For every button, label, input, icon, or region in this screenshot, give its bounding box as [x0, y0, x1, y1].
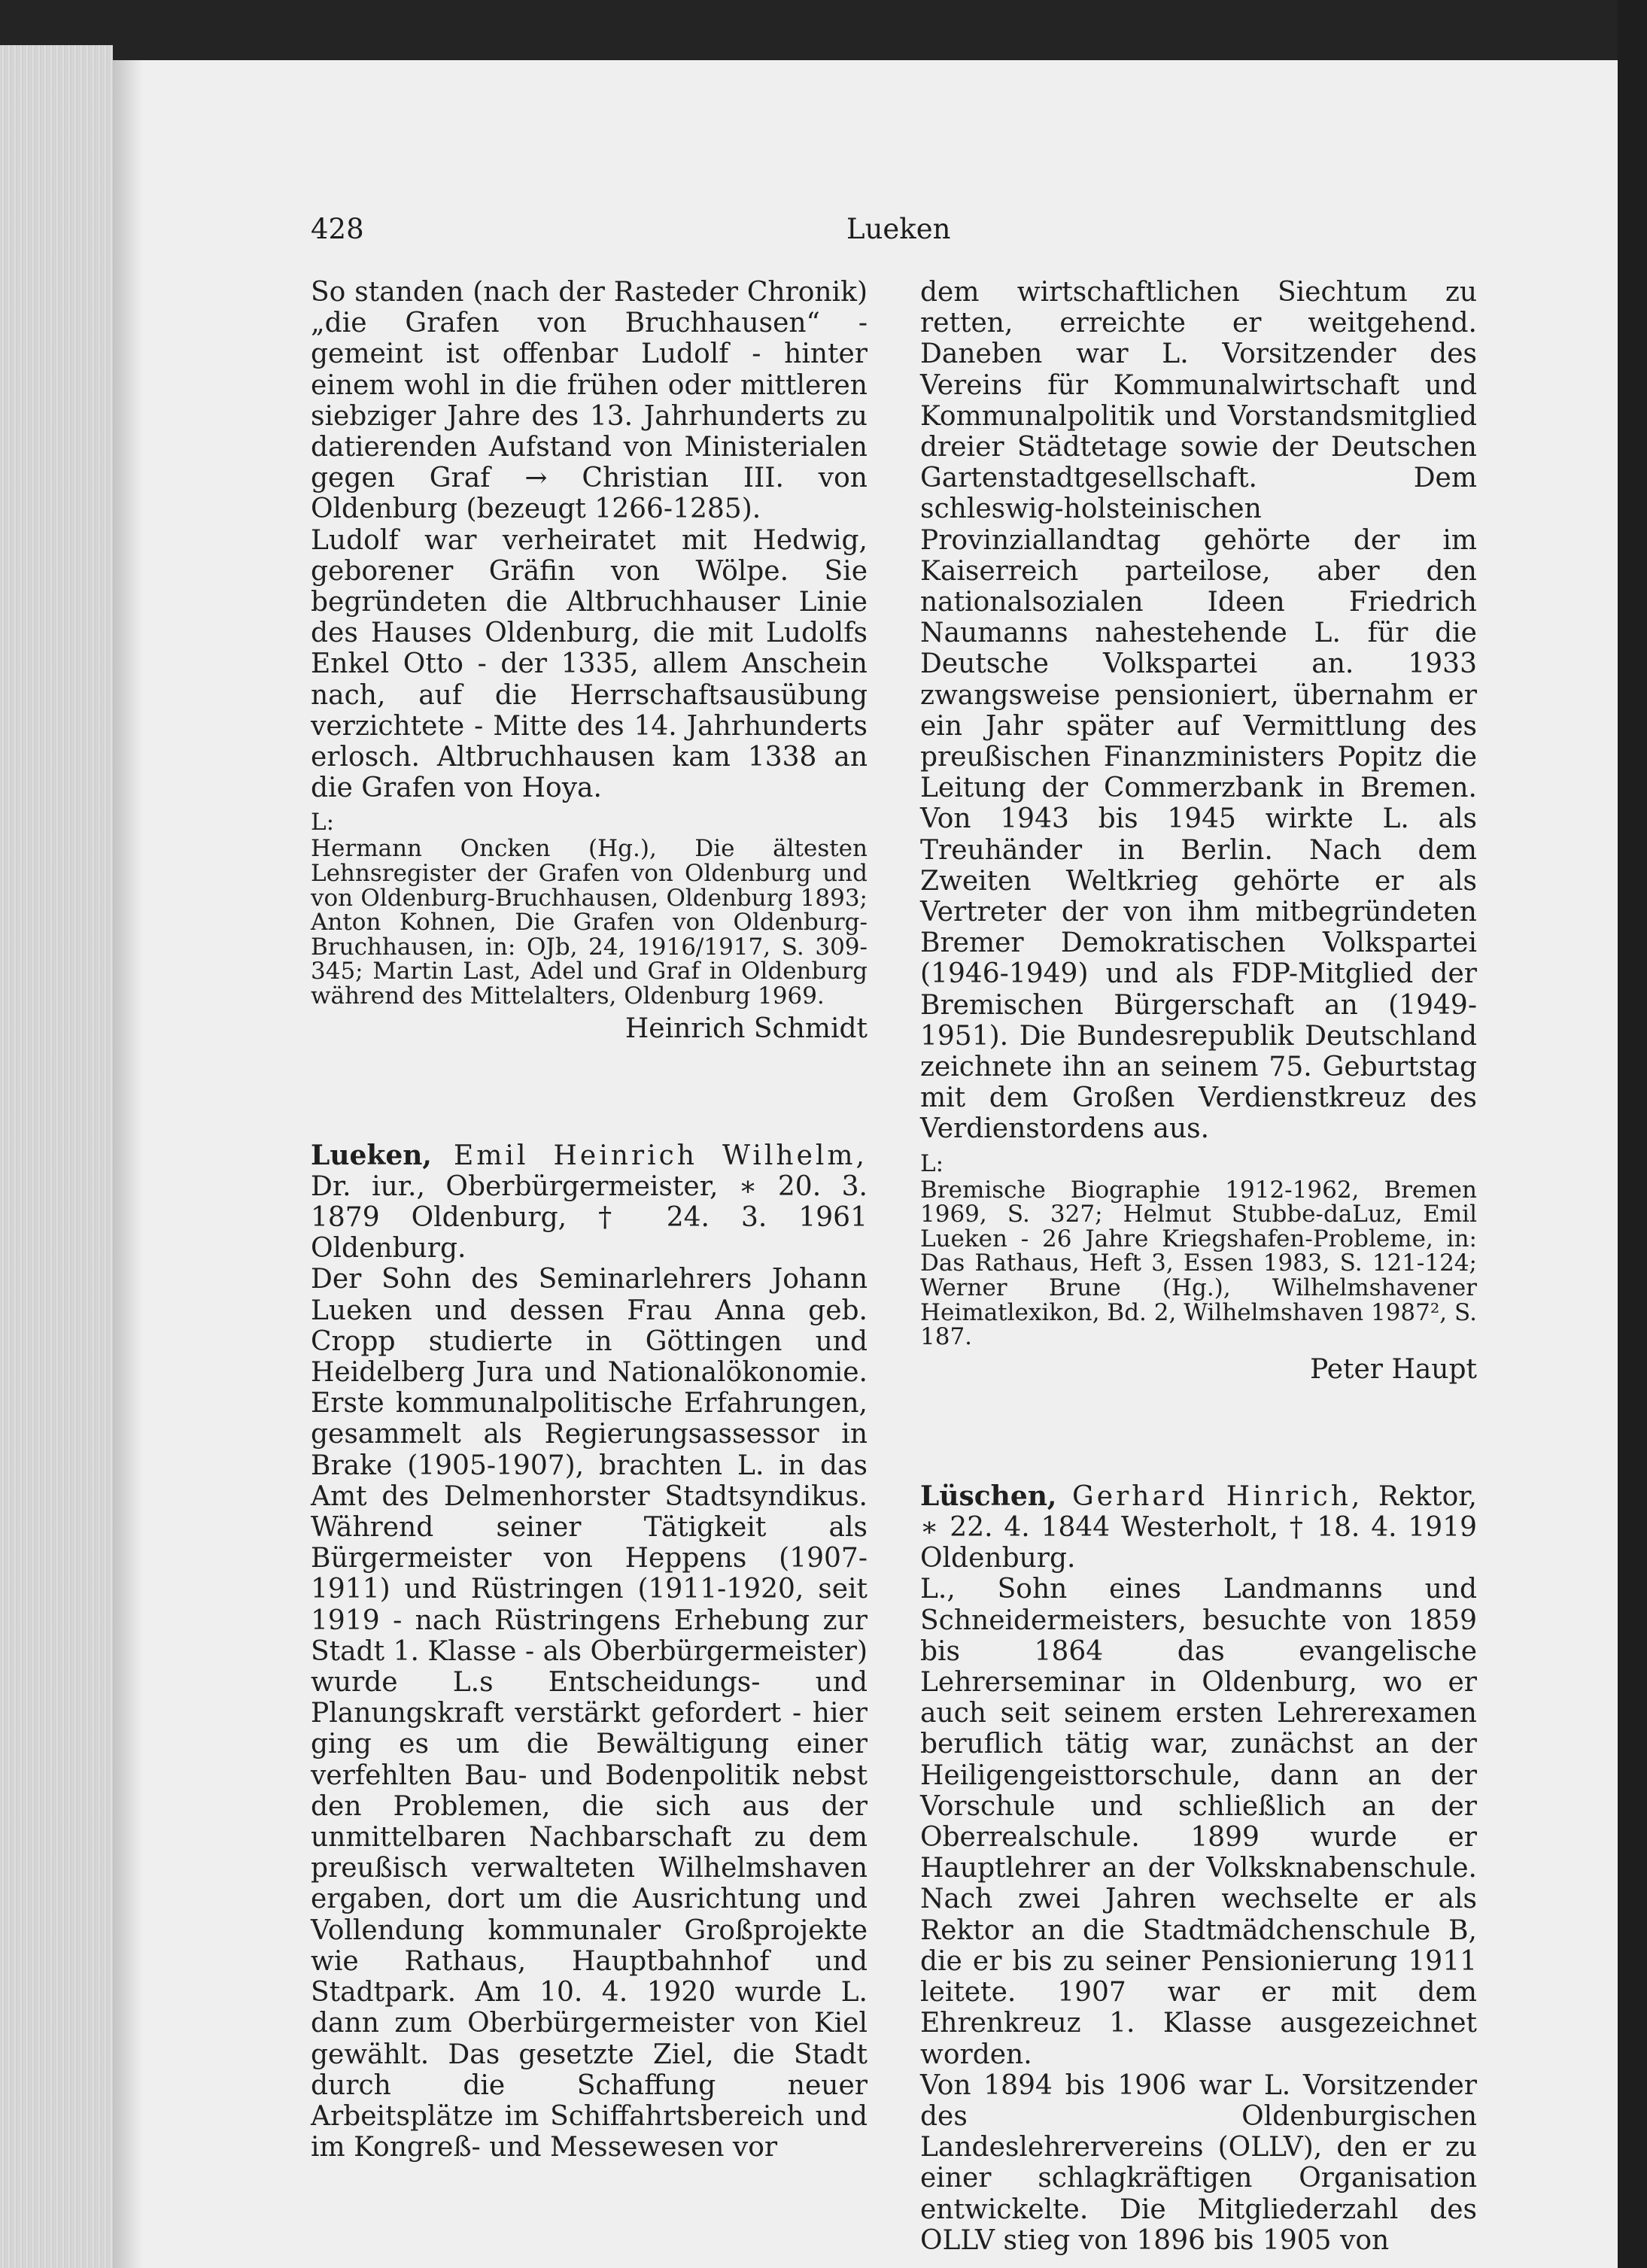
entry-lemma: Lüschen,	[920, 1480, 1057, 1512]
entry-heading	[920, 1481, 1477, 1574]
right-column	[920, 277, 1477, 2256]
entry-given-names: Emil Heinrich Wilhelm,	[454, 1140, 868, 1171]
running-head: Lueken	[846, 213, 951, 245]
entry-heading	[311, 1140, 868, 1265]
literature-text: Bremische Biographie 1912-1962, Bremen 1969, S. 327; Helmut Stubbe-daLuz, Emil Lueken - 26 Jahre Kriegshafen-Probleme, in: Das Rathaus, Heft 3, Essen 1983, S. 121-124; Werner Brune (Hg.), Wilhelmshavener Heimatlexikon, Bd. 2, Wilhelmshaven 1987², S. 187.	[920, 1176, 1477, 1351]
body-paragraph: So standen (nach der Rasteder Chronik) „die Grafen von Bruchhausen“ - gemeint ist offenbar Ludolf - hinter einem wohl in die frühen oder mittleren siebziger Jahre des 13. Jahrhunderts zu datierenden Aufstand von Ministerialen gegen Graf → Christian III. von Oldenburg (bezeugt 1266-1285).	[311, 277, 868, 525]
left-column	[311, 277, 868, 2163]
body-paragraph: Ludolf war verheiratet mit Hedwig, geborener Gräfin von Wölpe. Sie begründeten die Altbruchhauser Linie des Hauses Oldenburg, die mit Ludolfs Enkel Otto - der 1335, allem Anschein nach, auf die Herrschaftsausübung verzichtete - Mitte des 14. Jahrhunderts erlosch. Altbruchhausen kam 1338 an die Grafen von Hoya.	[311, 524, 868, 804]
literature-text: Hermann Oncken (Hg.), Die ältesten Lehnsregister der Grafen von Oldenburg und von Oldenburg-Bruchhausen, Oldenburg 1893; Anton Kohnen, Die Grafen von Oldenburg-Bruchhausen, in: OJb, 24, 1916/1917, S. 309-345; Martin Last, Adel und Graf in Oldenburg während des Mittelalters, Oldenburg 1969.	[311, 835, 868, 1010]
scan-background-right	[1618, 0, 1647, 2268]
body-paragraph: L., Sohn eines Landmanns und Schneidermeisters, besuchte von 1859 bis 1864 das evangelische Lehrerseminar in Oldenburg, wo er auch seit seinem ersten Lehrerexamen beruflich tätig war, zunächst an der Heiligengeisttorschule, dann an der Vorschule und schließlich an der Oberrealschule. 1899 wurde er Hauptlehrer an der Volksknabenschule. Nach zwei Jahren wechselte er als Rektor an die Stadtmädchenschule B, die er bis zu seiner Pensionierung 1911 leitete. 1907 war er mit dem Ehrenkreuz 1. Klasse ausgezeichnet worden.	[920, 1574, 1477, 2070]
literature-label: L:	[311, 809, 335, 836]
entry-heading-details: Dr. iur., Oberbürgermeister, ∗ 20. 3. 1879 Oldenburg, † 24. 3. 1961 Oldenburg.	[311, 1170, 868, 1265]
entry-separator	[920, 1385, 1477, 1481]
literature-label: L:	[920, 1149, 944, 1177]
gutter-shadow	[113, 60, 143, 2268]
body-paragraph: dem wirtschaftlichen Siechtum zu retten, erreichte er weitgehend. Daneben war L. Vorsitzender des Vereins für Kommunalwirtschaft und Kommunalpolitik und Vorstandsmitglied dreier Städtetage sowie der Deutschen Gartenstadtgesellschaft. Dem schleswig-holsteinischen Provinziallandtag gehörte der im Kaiserreich parteilose, aber den nationalsozialen Ideen Friedrich Naumanns nahestehende L. für die Deutsche Volkspartei an. 1933 zwangsweise pensioniert, übernahm er ein Jahr später auf Vermittlung des preußischen Finanzministers Popitz die Leitung der Commerzbank in Bremen. Von 1943 bis 1945 wirkte L. als Treuhänder in Berlin. Nach dem Zweiten Weltkrieg gehörte er als Vertreter der von ihm mitbegründeten Bremer Demokratischen Volkspartei (1946-1949) und als FDP-Mitglied der Bremischen Bürgerschaft an (1949-1951). Die Bundesrepublik Deutschland zeichnete ihn an seinem 75. Geburtstag mit dem Großen Verdienstkreuz des Verdienstordens aus.	[920, 277, 1477, 1145]
book-page-edges	[0, 45, 113, 2268]
scan-background-top	[0, 0, 1647, 60]
page-number: 428	[311, 213, 364, 245]
entry-heading-details: Rektor, ∗ 22. 4. 1844 Westerholt, † 18. 4. 1919 Oldenburg.	[920, 1480, 1477, 1574]
entry-lemma: Lueken,	[311, 1139, 432, 1171]
body-paragraph: Von 1894 bis 1906 war L. Vorsitzender des Oldenburgischen Landeslehrervereins (OLLV), den er zu einer schlagkräftigen Organisation entwickelte. Die Mitgliederzahl des OLLV stieg von 1896 bis 1905 von	[920, 2069, 1477, 2256]
entry-given-names: Gerhard Hinrich,	[1072, 1480, 1363, 1512]
entry-author: Peter Haupt	[1310, 1353, 1477, 1385]
entry-separator	[311, 1044, 868, 1140]
entry-author: Heinrich Schmidt	[624, 1013, 868, 1044]
body-paragraph: Der Sohn des Seminarlehrers Johann Lueken und dessen Frau Anna geb. Cropp studierte in Göttingen und Heidelberg Jura und Nationalökonomie. Erste kommunalpolitische Erfahrungen, gesammelt als Regierungsassessor in Brake (1905-1907), brachten L. in das Amt des Delmenhorster Stadtsyndikus. Während seiner Tätigkeit als Bürgermeister von Heppens (1907-1911) und Rüstringen (1911-1920, seit 1919 - nach Rüstringens Erhebung zur Stadt 1. Klasse - als Oberbürgermeister) wurde L.s Entscheidungs- und Planungskraft verstärkt gefordert - hier ging es um die Bewältigung einer verfehlten Bau- und Bodenpolitik nebst den Problemen, die sich aus der unmittelbaren Nachbarschaft zu dem preußisch verwalteten Wilhelmshaven ergaben, dort um die Ausrichtung und Vollendung kommunaler Großprojekte wie Rathaus, Hauptbahnhof und Stadtpark. Am 10. 4. 1920 wurde L. dann zum Oberbürgermeister von Kiel gewählt. Das gesetzte Ziel, die Stadt durch die Schaffung neuer Arbeitsplätze im Schiffahrtsbereich und im Kongreß- und Messewesen vor	[311, 1264, 868, 2163]
